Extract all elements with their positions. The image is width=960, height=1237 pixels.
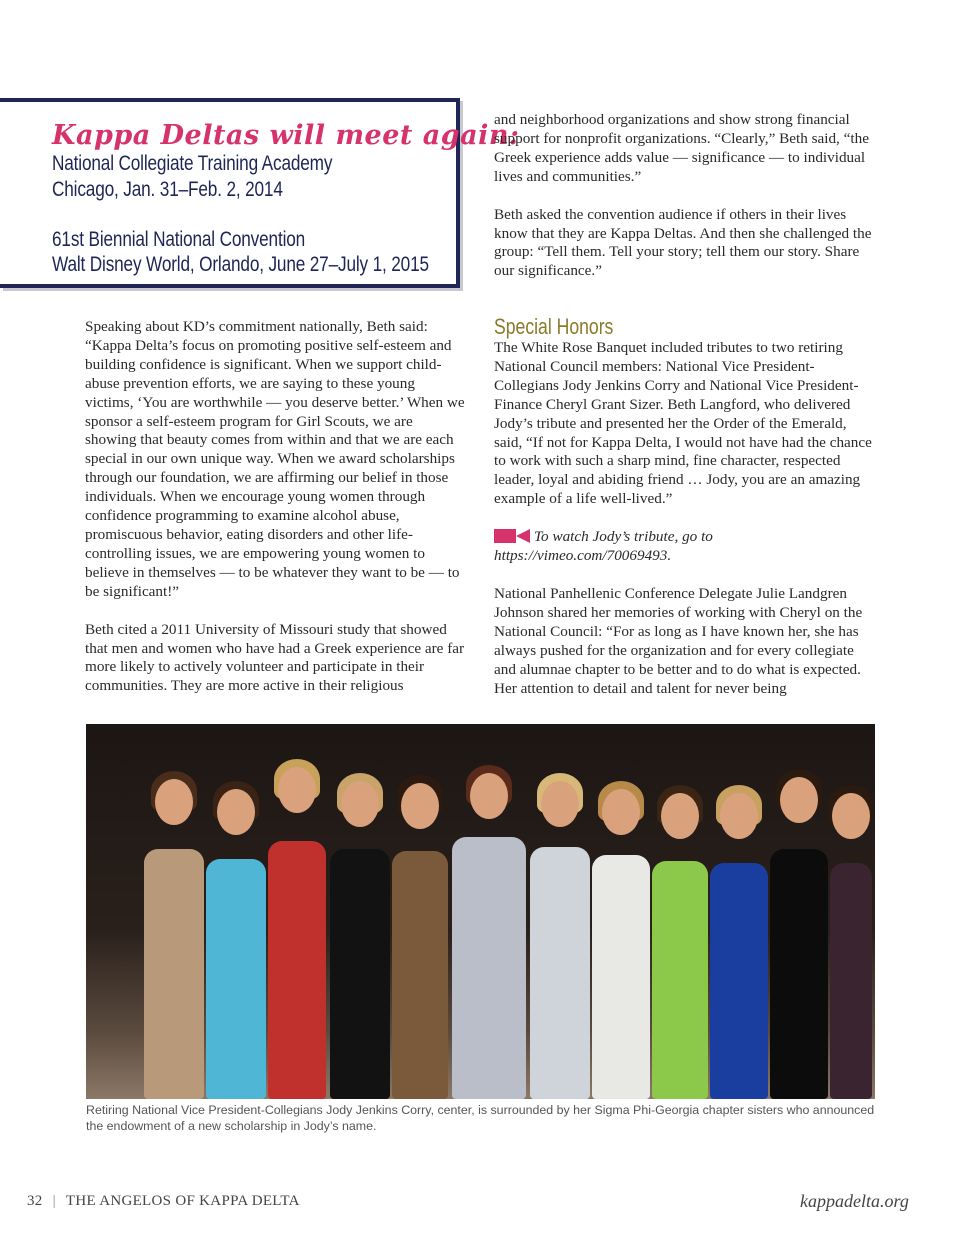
event2-name: 61st Biennial National Convention [52,228,306,251]
footer-left [27,1193,300,1210]
website-link[interactable]: kappadelta.org [800,1191,909,1211]
paragraph: and neighborhood organizations and show strong financial support for nonprofit organizations. “Clearly,” Beth said, “the Greek experience adds value — significance — to individual lives and communities.” [494,111,869,185]
special-honors-section [494,339,876,698]
publication-name: THE ANGELOS OF KAPPA DELTA [65,1193,300,1209]
person-figure [710,863,768,1099]
video-link-text[interactable]: To watch Jody’s tribute, go to https://vimeo.com/70069493. [494,528,713,565]
person-figure [268,841,326,1099]
paragraph: National Panhellenic Conference Delegate Julie Landgren Johnson shared her memories of working with Cheryl on the National Council: “For as long as I have known her, she has always pushed for the organization and for every collegiate and alumnae chapter to be better and to do what is expected. Her attention to detail and talent for never being [494,584,863,697]
person-figure [770,849,828,1099]
video-note [494,528,876,566]
paragraph: The White Rose Banquet included tributes to two retiring National Council members: National Vice President-Collegians Jody Jenkins Corry and National Vice President-Finance Cheryl Grant Sizer. Beth Langford, who delivered Jody’s tribute and presented her the Order of the Emerald, said, “If not for Kappa Delta, I would not have had the chance to work with such a sharp mind, fine character, respected leader, loyal and abiding friend … Jody, you are an amazing example of a life well-lived.” [494,339,872,508]
person-figure [330,849,390,1099]
group-photo [86,724,875,1099]
event1-details: Chicago, Jan. 31–Feb. 2, 2014 [52,178,283,201]
left-column [85,318,465,696]
person-figure [392,851,448,1099]
person-figure [592,855,650,1099]
event2-details: Walt Disney World, Orlando, June 27–July 1, 2015 [52,253,429,276]
video-camera-icon [494,529,530,543]
footer-separator: | [52,1193,56,1209]
event1-name: National Collegiate Training Academy [52,152,333,175]
callout-heading: Kappa Deltas will meet again: [52,120,520,151]
person-figure [530,847,590,1099]
right-column-top [494,111,876,281]
paragraph: Speaking about KD’s commitment nationally, Beth said: “Kappa Delta’s focus on promoting positive self-esteem and building confidence is significant. When we support child-abuse prevention efforts, we are saying to these young victims, ‘You are worthwhile — you deserve better.’ When we sponsor a self-esteem program for Girl Scouts, we are showing that beauty comes from within and that we are each special in our own unique way. When we award scholarships through our foundation, we are affirming our belief in those individuals. When we encourage young women through confidence programming to examine alcohol abuse, promiscuous behavior, eating disorders and other life-controlling issues, we are empowering young women to believe in themselves — to be whatever they want to be — to be significant!” [85,318,465,600]
paragraph: Beth cited a 2011 University of Missouri study that showed that men and women who have had a Greek experience are far more likely to actively volunteer and participate in their communities. They are more active in their religious [85,620,465,695]
person-figure [144,849,204,1099]
person-figure [206,859,266,1099]
person-figure [652,861,708,1099]
person-figure [830,863,872,1099]
special-honors-heading: Special Honors [494,314,614,339]
event-callout-box [0,98,520,288]
page-number: 32 [27,1193,43,1209]
photo-caption: Retiring National Vice President-Collegians Jody Jenkins Corry, center, is surrounded by her Sigma Phi-Georgia chapter sisters who announced the endowment of a new scholarship in Jody’s name. [86,1103,875,1133]
paragraph: Beth asked the convention audience if others in their lives know that they are Kappa Deltas. And then she challenged the group: “Tell them. Tell your story; tell them our story. Share our significance.” [494,205,872,280]
person-figure [452,837,526,1099]
